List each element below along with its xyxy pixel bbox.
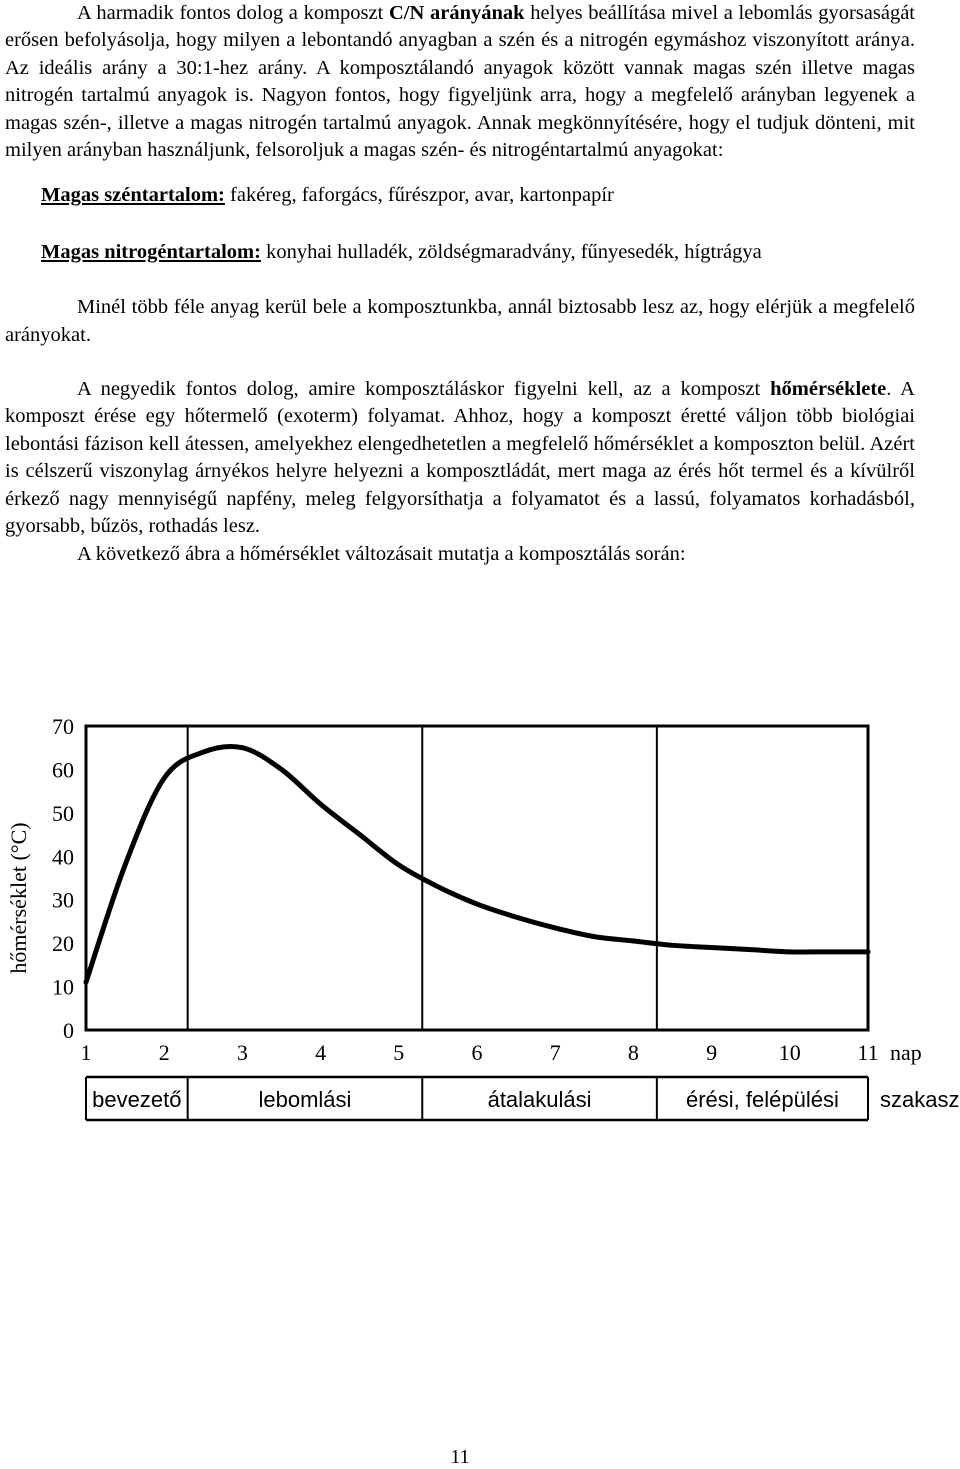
temperature-chart-svg: [0, 700, 960, 1140]
paragraph-temperature: A negyedik fontos dolog, amire komposztáláskor figyelni kell, az a komposzt hőmérséklete. A komposzt érése egy hőtermelő (exoterm) folyamat. Ahhoz, hogy a komposzt éretté váljon több biológiai lebontási fázison kell átessen, amelyekhez elengedhetetlen a megfelelő hőmérséklet a komposzton belül. Azért is célszerű viszonylag árnyékos helyre helyezni a komposztládát, mert maga az érés hőt termel és a kívülről érkező nagy mennyiségű napfény, meleg felgyorsíthatja a folyamatot és a lassú, folyamatos korhadásból, gyorsabb, bűzös, rothadás lesz.: [5, 378, 915, 538]
y-tick-label: 50: [52, 800, 74, 826]
y-tick-label: 0: [63, 1018, 74, 1043]
paragraph-figure-intro: A következő ábra a hőmérséklet változásait mutatja a komposztálás során:: [77, 542, 686, 565]
nitrogen-list: Magas nitrogéntartalom: konyhai hulladék, zöldségmaradvány, fűnyesedék, hígtrágya: [41, 240, 762, 263]
x-tick-label: 6: [471, 1040, 483, 1065]
x-tick-label: 5: [393, 1040, 405, 1065]
x-tick-label: 2: [158, 1040, 170, 1065]
x-tick-label: 11: [857, 1040, 879, 1065]
y-tick-label: 10: [52, 974, 74, 1000]
x-tick-label: 7: [549, 1040, 561, 1065]
paragraph-cn-ratio: A harmadik fontos dolog a komposzt C/N arányának helyes beállítása mivel a lebomlás gyorsaságát erősen befolyásolja, hogy milyen a lebontandó anyagban a szén és a nitrogén egymáshoz viszonyított aránya. Az ideális arány a 30:1-hez arány. A komposztálandó anyagok között vannak magas szén illetve magas nitrogén tartalmú anyagok is. Nagyon fontos, hogy figyeljünk arra, hogy a megfelelő arányban legyenek a magas szén-, illetve a magas nitrogén tartalmú anyagok. Annak megkönnyítésére, hogy el tudjuk dönteni, mit milyen arányban használjunk, felsoroljuk a magas szén- és nitrogéntartalmú anyagokat:: [5, 2, 915, 162]
nitrogen-label: Magas nitrogéntartalom:: [41, 240, 261, 263]
y-tick-label: 40: [52, 844, 74, 870]
y-axis-label: hőmérséklet (°C): [6, 822, 31, 974]
temperature-chart: [0, 700, 960, 1140]
x-tick-label: 4: [315, 1040, 327, 1065]
cn-ratio-bold: C/N arányának: [388, 2, 525, 24]
page-number: 11: [450, 1446, 470, 1468]
phase-label: lebomlási: [258, 1087, 352, 1112]
y-tick-label: 70: [52, 714, 74, 739]
y-tick-label: 30: [52, 887, 74, 913]
phase-label: bevezető: [92, 1087, 182, 1112]
x-axis-label: nap: [890, 1040, 922, 1065]
document-page: [5, 0, 915, 568]
paragraph-materials: Minél több féle anyag kerül bele a komposztunkba, annál biztosabb lesz az, hogy elérjük a megfelelő arányokat.: [5, 296, 915, 346]
x-tick-label: 9: [706, 1040, 718, 1065]
temperature-bold: hőmérséklete: [770, 378, 887, 401]
phase-label: érési, felépülési: [685, 1087, 839, 1112]
y-tick-label: 20: [52, 931, 74, 957]
phase-label: átalakulási: [487, 1087, 592, 1112]
plot-frame: [86, 726, 868, 1030]
temperature-series-line: [86, 746, 868, 982]
x-tick-label: 1: [80, 1040, 92, 1065]
carbon-list: Magas széntartalom: fakéreg, faforgács, fűrészpor, avar, kartonpapír: [41, 184, 614, 207]
x-tick-label: 8: [627, 1040, 639, 1065]
carbon-label: Magas széntartalom:: [41, 184, 225, 207]
y-tick-label: 60: [52, 757, 74, 783]
phase-axis-label: szakasz: [880, 1087, 960, 1112]
x-tick-label: 3: [236, 1040, 248, 1065]
x-tick-label: 10: [778, 1040, 801, 1065]
